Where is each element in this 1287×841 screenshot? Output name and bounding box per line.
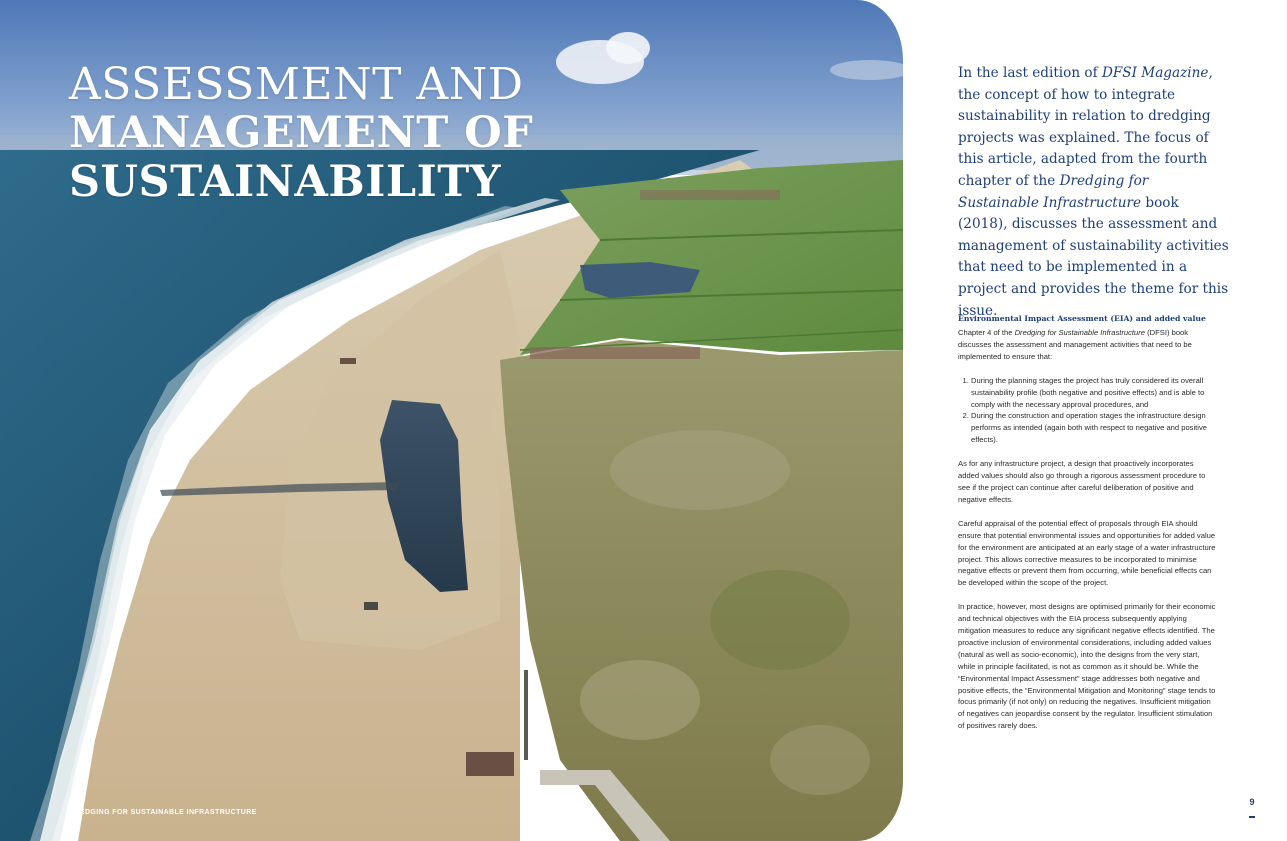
paragraph-3: Careful appraisal of the potential effect of proposals through EIA should ensure that potential environmental issues and opportunities for added value for the environment are anticipated at an early stage of a water infrastructure project. This allows corrective measures to be incorporated to minimise negative effects or prevent them from occurring, while beneficial effects can be developed within the scope of the project.	[958, 518, 1216, 588]
title-line-2: MANAGEMENT OF	[69, 108, 534, 158]
title-line-1: ASSESSMENT AND	[69, 59, 524, 110]
list-item: 2. During the construction and operation stages the infrastructure design performs as intended (again both with respect to negative and positive effects).	[971, 410, 1216, 446]
list-item: 1. During the planning stages the project has truly considered its overall sustainability profile (both negative and positive effects) and is able to comply with the necessary approval procedures, and	[971, 375, 1216, 411]
intro-paragraph	[958, 63, 1230, 322]
paragraph-1-text-a: Chapter 4 of the	[958, 328, 1015, 337]
intro-text-1: In the last edition of	[958, 65, 1102, 81]
running-footer: DREDGING FOR SUSTAINABLE INFRASTRUCTURE	[69, 809, 257, 816]
paragraph-1-italic: Dredging for Sustainable Infrastructure	[1014, 328, 1146, 337]
section-heading: Environmental Impact Assessment (EIA) and added value	[958, 314, 1206, 323]
intro-italic-book: Dredging for Sustainable Infrastructure	[958, 172, 1149, 211]
intro-text-3: book (2018), discusses the assessment and management of sustainability activities that need to be implemented in a project and provides the theme for this issue.	[958, 194, 1229, 319]
paragraph-4: In practice, however, most designs are optimised primarily for their economic and technical objectives with the EIA process subsequently applying mitigation measures to reduce any significant negative effects identified. The proactive inclusion of environmental considerations, including added values (natural as well as socio-economic), into the designs from the very start, while in principle facilitated, is not as common as it should be. While the “Environmental Impact Assessment” stage addresses both negative and positive effects, the “Environmental Mitigation and Monitoring” stage tends to focus primarily (if not only) on reducing the negatives. Insufficient mitigation of negatives can jeopardise consent by the regulator. Insufficient stimulation of positives rarely does.	[958, 602, 1216, 731]
paragraph-1	[958, 327, 1216, 363]
paragraph-2: As for any infrastructure project, a design that proactively incorporates added values should also go through a rigorous assessment procedure to see if the project can continue after careful deliberation of positive and negative effects.	[958, 459, 1206, 504]
title-line-3: SUSTAINABILITY	[69, 157, 501, 207]
page-number-underline	[1249, 816, 1255, 818]
stage-list	[958, 375, 1216, 446]
article-title	[69, 60, 533, 207]
paragraph-1-text-b: (DFSI) book discusses the assessment and management activities that need to be implemented to ensure that:	[958, 328, 1192, 361]
article-body	[958, 313, 1216, 744]
intro-italic-magazine: DFSI Magazine	[1101, 65, 1209, 81]
page-number: 9	[1249, 797, 1255, 807]
intro-text-2: , the concept of how to integrate sustainability in relation to dredging projects was explained. The focus of this article, adapted from the fourth chapter of the	[958, 65, 1213, 189]
